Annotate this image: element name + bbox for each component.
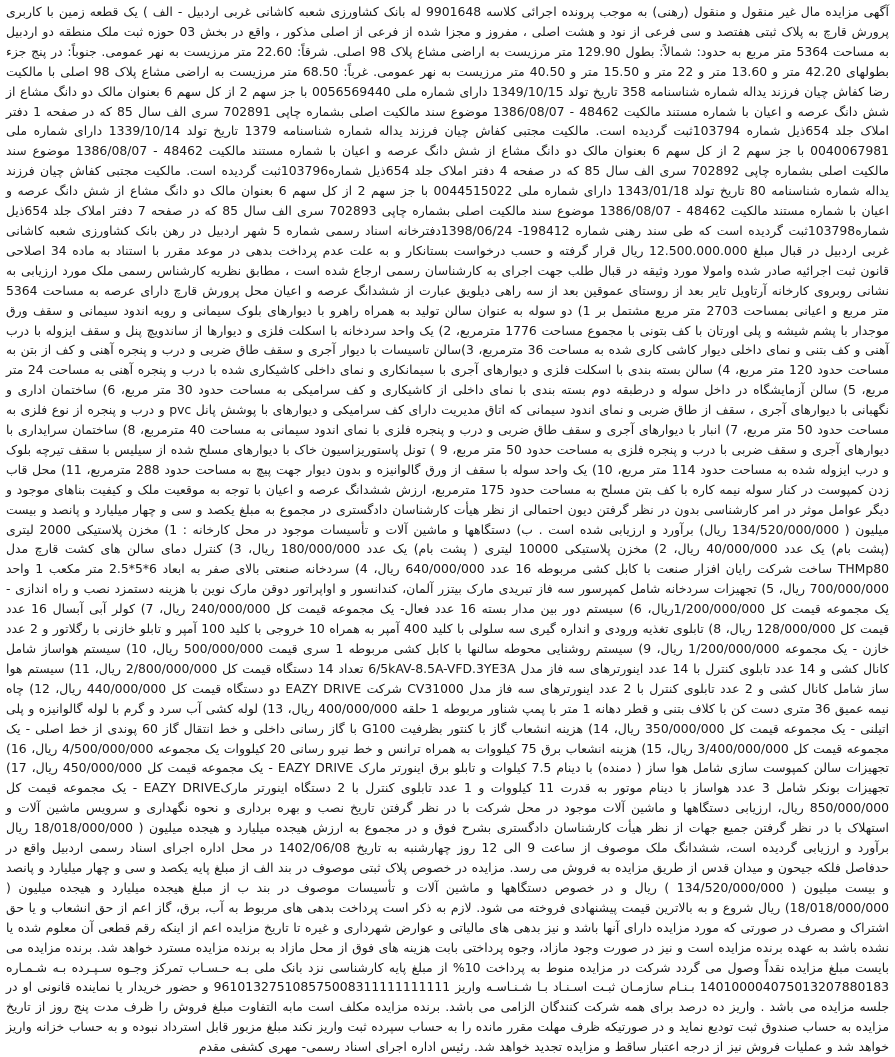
auction-notice-text: آگهی مزایده مال غیر منقول و منقول (رهنی) به موجب پرونده اجرائی کلاسه 9901648 له بانک کشاورزی شعبه کاشانی غربی اردبیل - الف ) یک قطعه زمین با کاربری پرورش قارچ به پلاک ثبتی هفتصد و سی فرعی از نود و هشت اصلی ، مفروز و مجزا شده از فرعی از اصلی مذکور ، واقع در بخش 03 حوزه ثبت ملک منطقه دو اردبیل به مساحت 5364 متر مربع به حدود: شمالاً: بطول 129.90 متر مرزیست به اراضی مشاع پلاک 98 اصلی. شرقاً: 22.60 متر مرزیست به نهر عمومی. جنوباً: در پنج جزء بطولهای 42.20 متر و 13.60 متر و 22 متر و 15.50 متر و 40.50 متر مرزیست به نهر عمومی. غرباً: 68.50 متر مرزیست به اراضی مشاع پلاک 98 اصلی با مالکیت رضا کفاش چیان فرزند یداله شماره شناسنامه 358 تاریخ تولد 1349/10/15 دارای شماره ملی 0056569440 با جز سهم 2 از کل سهم 6 بعنوان مالک دو دانگ مشاع از شش دانگ عرصه و اعیان با شماره مستند مالکیت 48462 - 1386/08/07 موضوع سند مالکیت اصلی بشماره چاپی 702891 سری الف سال 85 که در صفحه 1 دفتر املاک جلد 654ذیل شماره 103794ثبت گردیده است. مالکیت مجتبی کفاش چیان فرزند یداله شماره شناسنامه 1379 تاریخ تولد 1339/10/14 دارای شماره ملی 0040067981 با جز سهم 2 از کل سهم 6 بعنوان مالک دو دانگ مشاع از شش دانگ عرصه و اعیان با شماره مستند مالکیت 48462 - 1386/08/07 موضوع سند مالکیت اصلی بشماره چاپی 702892 سری الف سال 85 که در صفحه 4 دفتر املاک جلد 654ذیل شماره103796ثبت گردیده است. مالکیت مجتبی کفاش چیان فرزند یداله شماره شناسنامه 80 تاریخ تولد 1343/01/18 دارای شماره ملی 0044515022 با جز سهم 2 از کل سهم 6 بعنوان مالک دو دانگ مشاع از شش دانگ عرصه و اعیان با شماره مستند مالکیت 48462 - 1386/08/07 موضوع سند مالکیت اصلی بشماره چاپی 702893 سری الف سال 85 که در صفحه 7 دفتر املاک جلد 654ذیل شماره103798ثبت گردیده است که طی سند رهنی شماره 198412- 1398/06/24دفترخانه اسناد رسمی شماره 5 شهر اردبیل در رهن بانک کشاورزی شعبه کاشانی غربی اردبیل در قبال مبلغ 12.500.000.000 ریال قرار گرفته و حسب درخواست بستانکار و به علت عدم پرداخت بدهی در موعد مقرر با استناد به ماده 34 اصلاحی قانون ثبت اجرائیه صادر شده وامولا مورد وثیقه در قبال طلب جهت اجرای به کارشناسان رسمی ارجاع شده است ، مطابق نظریه کارشناس رسمی ملک مورد ارزیابی به نشانی روبروی کارخانه آرتاویل تایر بعد از روستای عموقین بعد از سه راهی دیلویق عبارت از ششدانگ عرصه و اعیان محل پرورش قارچ دارای عرصه به مساحت 5364 متر مربع و اعیانی بمساحت 2703 متر مربع مشتمل بر 1) دو سوله به عنوان سالن تولید به همراه راهرو با دیوارهای بلوک سیمانی و رویه اندود سیمانی و سقف ورق موجدار با پشم شیشه و پلی اورتان با کف بتونی با مجموع مساحت 1776 مترمربع، 2) یک واحد سردخانه با اسکلت فلزی و دیوارها از ساندویچ پنل و سقف ایزوله با درب آهنی و کف بتنی و نمای داخلی دیوار کاشی کاری شده به مساحت 36 مترمربع، 3)سالن تاسیسات با دیوار آجری و سقف طاق ضربی و درب و پنجره آهنی و کف از بتن به مساحت حدود 120 متر مربع، 4) سالن بسته بندی با اسکلت فلزی و دیوارهای آجری با سیمانکاری و نمای داخلی کاشیکاری شده با درب و پنجره آهنی به مساحت 24 متر مربع، 5) سالن آزمایشگاه در داخل سوله و درطبقه دوم بسته بندی با نمای داخلی از کاشیکاری و کف سرامیکی به مساحت حدود 30 متر مربع، 6) ساختمان اداری و نگهبانی با دیوارهای آجری ، سقف از طاق ضربی و نمای اندود سیمانی که اتاق مدیریت دارای کف سرامیکی و دیوارهای با پوشش پانل pvc و درب و پنجره از نوع فلزی به مساحت حدود 50 متر مربع، 7) انبار با دیوارهای آجری و سقف طاق ضربی و درب و پنجره فلزی با نمای اندود سیمانی به مساحت 40 مترمربع، 8) ساختمان سرایداری با دیوارهای آجری و سقف ضربی با درب و پنجره فلزی به مساحت حدود 50 متر مربع، 9 ) تونل پاستوریزاسیون خاک با دیوارهای مسلح شده از سیلیس با سقف تیرچه بلوک و درب ایزوله شده به مساحت حدود 114 متر مربع، 10) یک واحد سوله با سقف از ورق گالوانیزه و بدون دیوار جهت پیچ به مساحت حدود 288 مترمربع، 11) محل قاب زدن کمپوست در کنار سوله نیمه کاره با کف بتن مسلح به مساحت حدود 175 مترمربع، ارزش ششدانگ عرصه و اعیان با توجه به موقعیت ملک و کیفیت بناهای موجود و دیگر عوامل موثر در امر کارشناسی بدون در نظر گرفتن دیون احتمالی از نظر هیأت کارشناسان دادگستری در مجموع به مبلغ یکصد و سی و چهار میلیارد و پانصد و بیست میلیون ( 134/520/000/000 ریال) برآورد و ارزیابی شده است . ب) دستگاهها و ماشین آلات و تأسیسات موجود در محل کارخانه : 1) مخزن پلاستیکی 2000 لیتری (پشت بام) یک عدد 40/000/000 ریال، 2) مخزن پلاستیکی 10000 لیتری ( پشت بام) یک عدد 180/000/000 ریال، 3) کنترل دمای سالن های کشت قارچ مدل THMp80 ساخت شرکت رایان افزار صنعت با کابل کشی مربوطه 16 عدد 640/000/000 ریال، 4) سردخانه صنعتی بالای صفر به ابعاد 6*5*2.5 متر مکعب 1 واحد 700/000/000 ریال، 5) تجهیزات سردخانه شامل کمپرسور سه فاز تبریدی مارک بیتزر آلمان، کندانسور و اواپراتور دوقن مارک نوین با هزینه دستمزد نصب و راه اندازی - یک مجموعه قیمت کل 1/200/000/000ریال، 6) سیستم دور بین مدار بسته 16 عدد فعال- یک مجموعه قیمت کل 240/000/000 ریال، 7) کولر آبی آبسال 16 عدد قیمت کل 128/000/000 ریال، 8) تابلوی تغذیه ورودی و انداره گیری سه سلولی با کلید 400 آمپر به همراه 10 خروجی با کلید 100 آمپر و تابلو خازنی با رگلاتور و 2 عدد خازن - یک مجموعه 1/200/000/000 ریال، 9) سیستم روشنایی محوطه سالنها با کابل کشی مربوطه 1 سری قیمت 500/000/000 ریال، 10) سیستم هواساز شامل کانال کشی و 14 عدد تابلوی کنترل با 14 عدد اینورترهای سه فاز مدل 6/5kAV-8.5A-VFD.3YE3A تعداد 14 دستگاه قیمت کل 2/800/000/000 ریال، 11) سیستم هوا ساز شامل کانال کشی و 2 عدد تابلوی کنترل با 2 عدد اینورترهای سه فاز مدل CV31000 شرکت EAZY DRIVE دو دستگاه قیمت کل 440/000/000 ریال، 12) چاه نیمه عمیق 36 متری دست کن با کلاف بتنی و قطر دهانه 1 متر با پمپ شناور مربوطه 1 حلقه 400/000/000 ریال، 13) لوله کشی آب سرد و گرم با لوله گالوانیزه و پلی اتیلنی - یک مجموعه قیمت کل 350/000/000 ریال، 14) هزینه انشعاب گاز با کنتور بظرفیت G100 با گاز رسانی داخلی و خط انتقال گاز 60 پوندی از خط اصلی - یک مجموعه قیمت کل 3/400/000/000 ریال، 15) هزینه انشعاب برق 75 کیلووات به همراه ترانس و خط نیرو رسانی 20 کیلووات یک مجموعه 4/500/000/000 ریال، 16) تجهیزات سالن کمپوست سازی شامل هوا ساز ( دمنده) با دینام 7.5 کیلوات و تابلو برق اینورتر مارک EAZY DRIVE - یک مجموعه قیمت کل 450/000/000 ریال، 17) تجهیزات بونکر شامل 3 عدد هواساز با دینام موتور به قدرت 11 کیلووات و 1 عدد تابلوی کنترل با 2 دستگاه اینورتر مارکEAZY DRIVE - یک مجموعه قیمت کل 850/000/000 ریال، ارزیابی دستگاهها و ماشین آلات موجود در محل شرکت با در نظر گرفتن تاریخ نصب و بهره برداری و نحوه نگهداری و سرویس ماشین آلات و استهلاک با در نظر گرفتن جمیع جهات از نظر هیأت کارشناسان دادگستری بشرح فوق و در مجموع به ارزش هیجده میلیارد و هیجده میلیون ( 18/018/000/000 ریال برآورد و ارزیابی گردیده است، ششدانگ ملک موصوف از ساعت 9 الی 12 روز چهارشنبه به تاریخ 1402/06/08 در محل اداره اجرای اسناد رسمی اردبیل واقع در حدفاصل فلکه جیحون و میدان قدس از طریق مزایده به فروش می رسد. مزایده در خصوص پلاک ثبتی موصوف در بند الف از مبلغ پایه یکصد و سی و چهار میلیارد و پانصد و بیست میلیون ( 134/520/000/000 ) ریال و در خصوص دستگاهها و ماشین آلات و تأسیسات موصوف در بند ب از مبلغ هیجده میلیارد و هیجده میلیون ( 18/018/000/000) ریال شروع و به بالاترین قیمت پیشنهادی فروخته می شود. لازم به ذکر است پرداخت بدهی های مربوط به آب، برق، گاز اعم از حق انشعاب و یا حق اشتراک و مصرف در صورتی که مورد مزایده دارای آنها باشد و نیز بدهی های مالیاتی و عوارض شهرداری و غیره تا تاریخ مزایده اعم از اینکه رقم قطعی آن معلوم شده یا نشده باشد به عهده برنده مزایده است و نیز در صورت وجود مازاد، وجوه پرداختی بابت هزینه های فوق از محل مازاد به برنده مزایده مسترد خواهد شد. برنده مزایده می بایست مبلغ مزایده نقداً وصول می گردد شرکت در مزایده منوط به پرداخت 10% از مبلغ پایه کارشناسی نزد بانک ملی بـه حـسـاب تمرکز وجـوه سـپـرده بـه شـمـاره 140100004075013207880183 بـنـام سازمـان ثبـت اسـنـاد بـا شـنـاسـه واریز 961013275108575008311111111111 و حضور خریدار یا نماینده قانونی او در جلسه مزایده می باشد . واریز ده درصد برای همه شرکت کنندگان الزامی می باشد. برنده مزایده مکلف است مابه التفاوت مبلغ فروش را ظرف مدت پنج روز از تاریخ مزایده به حساب صندوق ثبت تودیع نماید و در صورتیکه ظرف مهلت مقرر مانده را به حساب سپرده ثبت واریز نکند مبلغ مزبور قابل استرداد نبوده و به حساب خزانه واریز خواهد شد و عملیات فروش نیز از درجه اعتبار ساقط و مزایده تجدید خواهد شد. رئیس اداره اجرای اسناد رسمی- مهری کشفی مقدم [6, 4, 890, 1055]
